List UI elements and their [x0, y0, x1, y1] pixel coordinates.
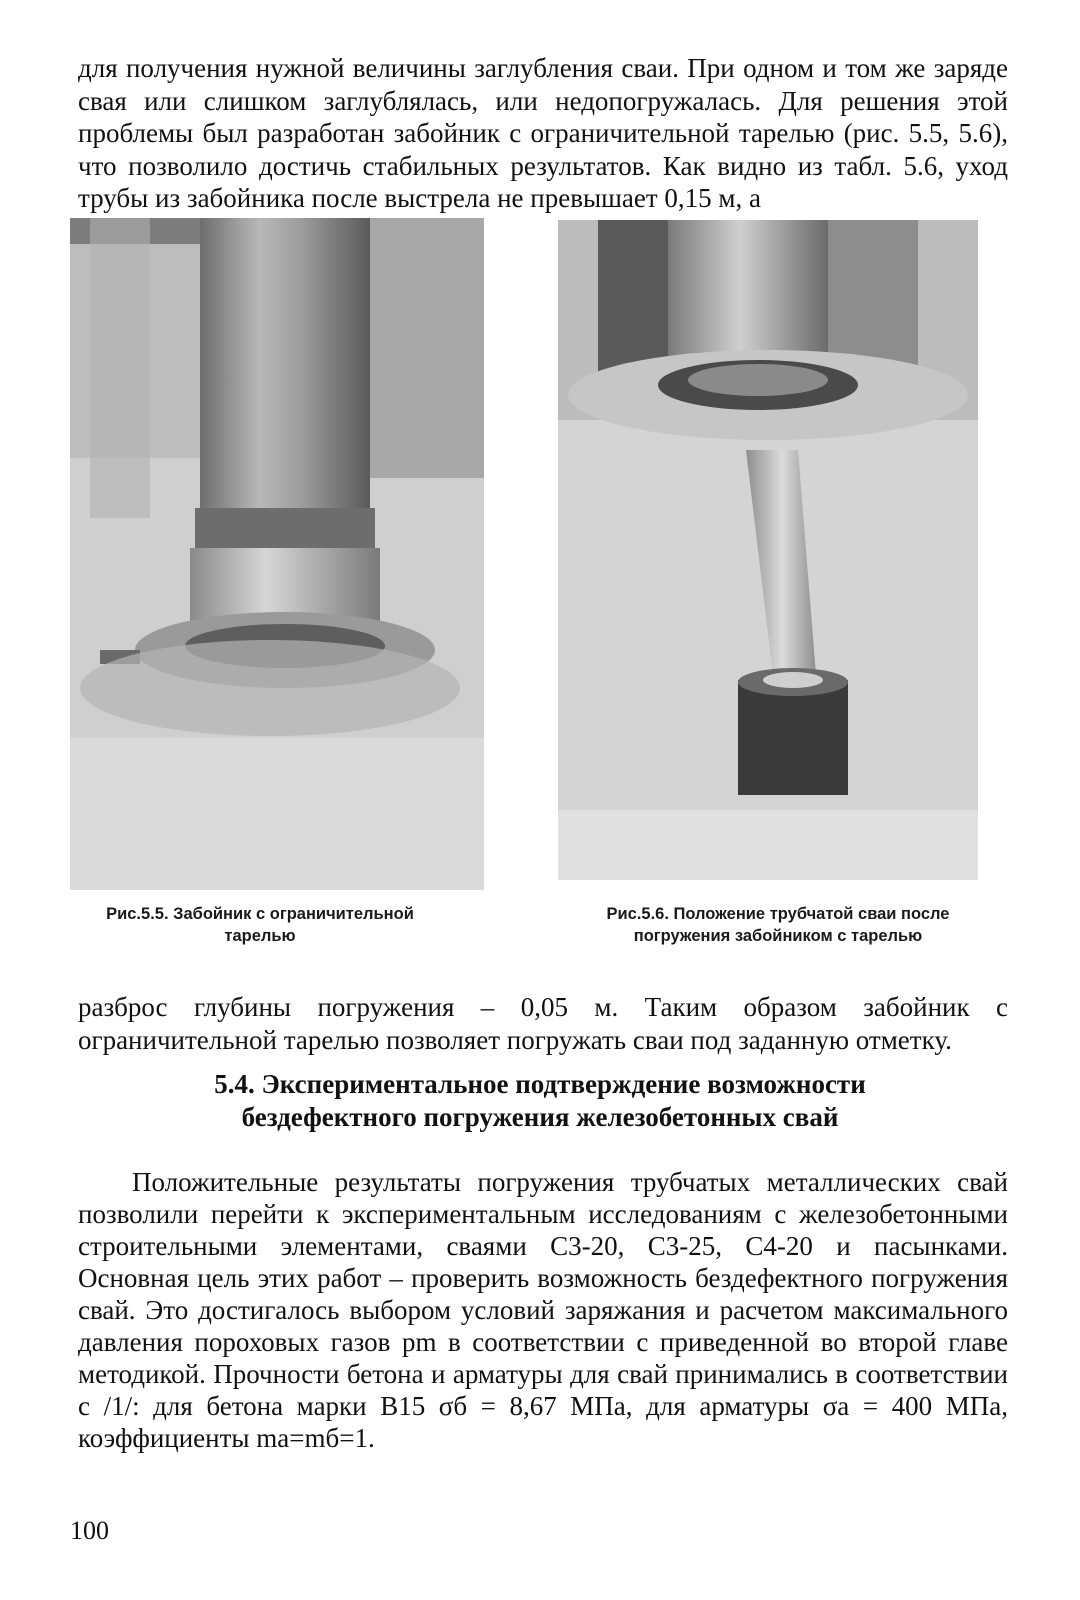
figure-5-5-photo [70, 218, 484, 890]
section-heading [130, 1068, 950, 1134]
figure-5-6-caption: Рис.5.6. Положение трубчатой сваи после погружения забойником с тарелью [606, 905, 950, 945]
paragraph-conclusion: разброс глубины погружения – 0,05 м. Таким образом забойник с ограничительной тарелью позволяет погружать сваи под заданную отметку. [78, 992, 1008, 1055]
page-number: 100 [70, 1516, 109, 1545]
paragraph-body: Положительные результаты погружения трубчатых металлических свай позволили перейти к экспериментальным исследованиям с железобетонными строительными элементами, сваями С3-20, С3-25, С4-20 и пасынками. Основная цель этих работ – проверить возможность бездефектного погружения свай. Это достигалось выбором условий заряжания и расчетом максимального давления пороховых газов pm в соответствии с приведенной во второй главе методикой. Прочности бетона и арматуры для свай принимались в соответствии с /1/: для бетона марки В15 σб = 8,67 МПа, для арматуры σа = 400 МПа, коэффициенты mа=mб=1. [78, 1167, 1008, 1453]
figure-5-6-photo [558, 220, 978, 880]
section-heading-line-2: бездефектного погружения железобетонных свай [241, 1102, 839, 1132]
section-heading-line-1: 5.4. Экспериментальное подтверждение возможности [214, 1069, 866, 1099]
figure-5-5-caption: Рис.5.5. Забойник с ограничительной тарелью [106, 905, 414, 945]
paragraph-intro: для получения нужной величины заглубления сваи. При одном и том же заряде свая или слишком заглублялась, или недопогружалась. Для решения этой проблемы был разработан забойник с ограничительной тарелью (рис. 5.5, 5.6), что позволило достичь стабильных результатов. Как видно из табл. 5.6, уход трубы из забойника после выстрела не превышает 0,15 м, а [78, 53, 1008, 213]
